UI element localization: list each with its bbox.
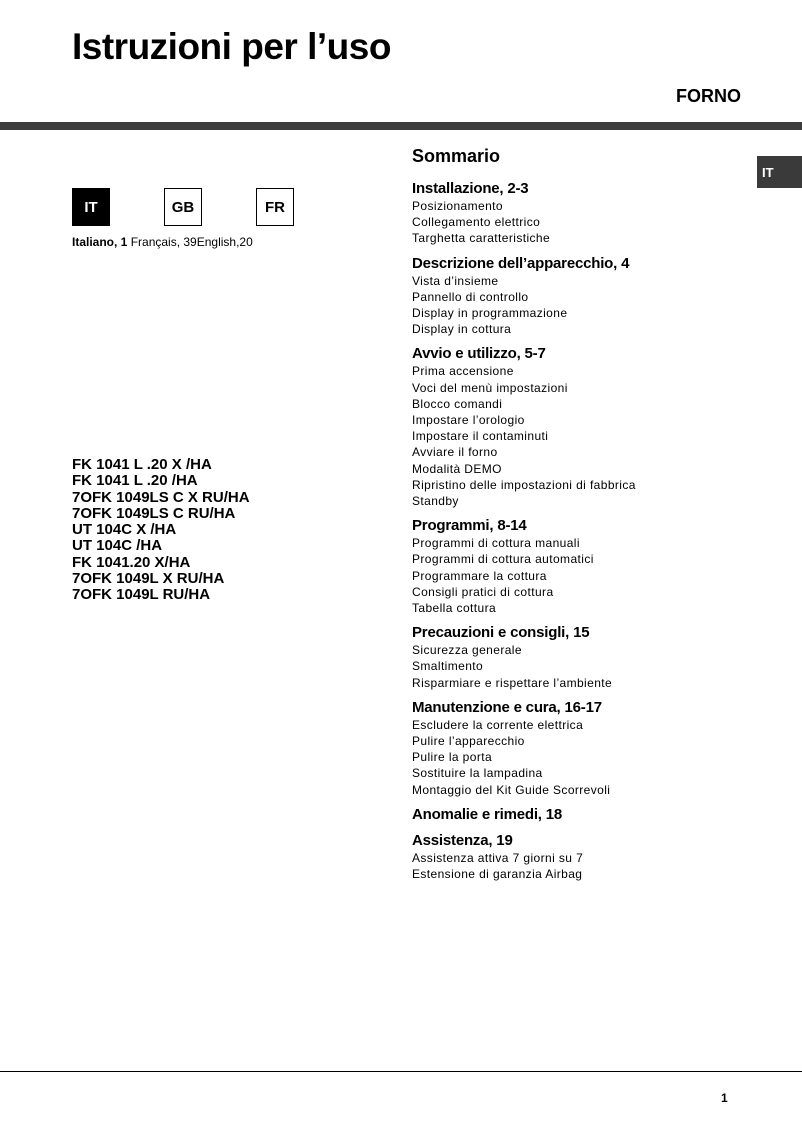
toc-item: Voci del menù impostazioni [412, 380, 568, 395]
toc-title: Sommario [412, 146, 501, 166]
model-list [72, 457, 250, 604]
footer-divider [0, 1071, 802, 1072]
toc-section [412, 255, 742, 338]
toc-item: Programmi di cottura manuali [412, 536, 580, 551]
toc-item: Collegamento elettrico [412, 215, 541, 230]
toc-section-items [412, 363, 742, 509]
toc-item: Display in programmazione [412, 306, 568, 321]
toc-item: Prima accensione [412, 364, 514, 379]
toc-item: Avviare il forno [412, 445, 498, 460]
language-index-others: Français, 39English,20 [127, 235, 253, 249]
language-box-fr: FR [256, 188, 294, 226]
toc-item: Display in cottura [412, 322, 512, 337]
language-index [72, 235, 253, 249]
page-title: Istruzioni per l’uso [72, 26, 391, 67]
toc-section-heading: Descrizione dell’apparecchio, 4 [412, 254, 630, 272]
model-item: FK 1041 L .20 /HA [72, 472, 198, 490]
toc-section-items [412, 642, 742, 691]
toc-section-heading: Anomalie e rimedi, 18 [412, 805, 563, 823]
language-tab: IT [757, 156, 802, 188]
toc-item: Blocco comandi [412, 396, 503, 411]
toc-item: Pulire la porta [412, 750, 493, 765]
toc-item: Montaggio del Kit Guide Scorrevoli [412, 782, 611, 797]
toc-item: Consigli pratici di cottura [412, 584, 554, 599]
toc-item: Pulire l’apparecchio [412, 734, 525, 749]
model-item: FK 1041 L .20 X /HA [72, 456, 212, 473]
toc-item: Smaltimento [412, 659, 484, 674]
toc-section-items [412, 850, 742, 882]
toc-section-items [412, 198, 742, 247]
language-box-it: IT [72, 188, 110, 226]
toc-item: Programmare la cottura [412, 568, 547, 583]
model-item: 7OFK 1049LS C X RU/HA [72, 488, 250, 506]
toc-section-heading: Assistenza, 19 [412, 831, 513, 849]
table-of-contents [412, 146, 742, 890]
toc-section-items [412, 535, 742, 616]
toc-item: Standby [412, 494, 459, 509]
toc-section [412, 517, 742, 616]
toc-section-heading: Manutenzione e cura, 16-17 [412, 698, 602, 716]
toc-section [412, 832, 742, 882]
toc-item: Posizionamento [412, 199, 503, 213]
toc-section [412, 180, 742, 247]
toc-item: Sostituire la lampadina [412, 766, 543, 781]
toc-section-items [412, 717, 742, 798]
toc-item: Vista d’insieme [412, 273, 499, 288]
toc-item: Tabella cottura [412, 601, 497, 616]
model-item: UT 104C X /HA [72, 521, 177, 539]
language-index-current: Italiano, 1 [72, 235, 128, 249]
toc-item: Sicurezza generale [412, 643, 522, 658]
toc-item: Modalità DEMO [412, 461, 502, 476]
toc-section [412, 806, 742, 824]
model-item: FK 1041.20 X/HA [72, 553, 191, 571]
toc-item: Estensione di garanzia Airbag [412, 867, 583, 882]
toc-item: Targhetta caratteristiche [412, 231, 551, 246]
toc-section-heading: Installazione, 2-3 [412, 180, 529, 197]
toc-section [412, 624, 742, 691]
page-number: 1 [721, 1091, 728, 1105]
model-item: 7OFK 1049L X RU/HA [72, 570, 225, 588]
toc-section [412, 345, 742, 509]
toc-item: Assistenza attiva 7 giorni su 7 [412, 850, 584, 865]
language-box-gb: GB [164, 188, 202, 226]
toc-section-items [412, 273, 742, 338]
toc-item: Impostare l’orologio [412, 413, 525, 428]
toc-section-heading: Programmi, 8-14 [412, 517, 527, 535]
toc-item: Pannello di controllo [412, 289, 529, 304]
toc-section-heading: Precauzioni e consigli, 15 [412, 624, 590, 642]
model-item: UT 104C /HA [72, 537, 163, 555]
toc-item: Impostare il contaminuti [412, 429, 549, 444]
model-item: 7OFK 1049LS C RU/HA [72, 504, 236, 522]
toc-item: Risparmiare e rispettare l’ambiente [412, 675, 613, 690]
product-type: FORNO [676, 86, 741, 106]
toc-item: Ripristino delle impostazioni di fabbrica [412, 477, 636, 492]
toc-section-heading: Avvio e utilizzo, 5-7 [412, 345, 546, 363]
header-divider [0, 122, 802, 130]
model-item: 7OFK 1049L RU/HA [72, 586, 211, 604]
toc-section [412, 699, 742, 798]
toc-item: Programmi di cottura automatici [412, 552, 594, 567]
toc-item: Escludere la corrente elettrica [412, 717, 584, 732]
